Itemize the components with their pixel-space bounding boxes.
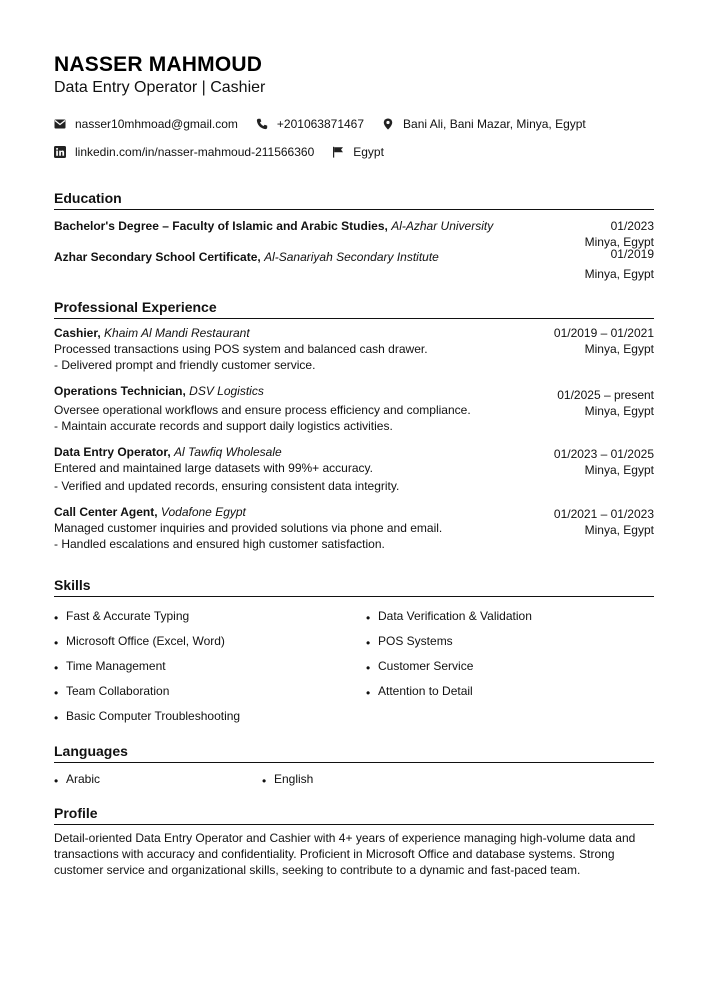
flag-icon — [332, 146, 344, 158]
experience-date: 01/2025 – present — [557, 388, 654, 402]
experience-line: - Delivered prompt and friendly customer service. — [54, 358, 316, 372]
experience-date: 01/2019 – 01/2021 — [553, 326, 654, 340]
candidate-title: Data Entry Operator | Cashier — [54, 79, 266, 96]
bullet-icon: • — [54, 710, 59, 725]
bullet-icon: • — [54, 685, 59, 700]
contact-country — [332, 145, 384, 159]
experience-role: Data Entry Operator, — [54, 445, 171, 459]
education-institution: Al-Azhar University — [391, 219, 494, 233]
experience-heading: Professional Experience — [54, 298, 654, 319]
education-section — [54, 189, 654, 281]
education-entry — [54, 246, 654, 281]
education-date: 01/2023 — [610, 219, 654, 233]
experience-entry — [54, 325, 654, 373]
languages-heading: Languages — [54, 742, 654, 763]
experience-role: Operations Technician, — [54, 384, 186, 398]
resume-page — [54, 53, 654, 878]
bullet-icon: • — [54, 774, 59, 788]
email-text: nasser10mhmoad@gmail.com — [75, 117, 238, 131]
experience-line: Processed transactions using POS system and balanced cash drawer. — [54, 342, 428, 356]
contact-phone[interactable] — [256, 117, 364, 131]
languages-section — [54, 742, 654, 788]
education-heading: Education — [54, 189, 654, 210]
bullet-icon: • — [366, 685, 371, 700]
profile-section — [54, 804, 654, 878]
experience-location: Minya, Egypt — [584, 523, 654, 537]
experience-location: Minya, Egypt — [584, 404, 654, 418]
experience-meta — [554, 506, 654, 538]
contact-row-1 — [54, 115, 654, 133]
experience-role: Cashier, — [54, 326, 101, 340]
phone-text: +201063871467 — [276, 117, 365, 131]
education-location: Minya, Egypt — [584, 267, 654, 281]
email-icon — [54, 118, 66, 130]
experience-meta — [557, 387, 654, 419]
country-text: Egypt — [353, 145, 384, 159]
profile-text: Detail-oriented Data Entry Operator and Cashier with 4+ years of experience managing high-volume data and transactions with accuracy and confidentiality. Proficient in Microsoft Office and database systems. Strong customer service and organizational skills, seeking to contribute to a dynamic and fast-paced team. — [54, 831, 636, 877]
bullet-icon: • — [366, 635, 371, 650]
skills-section — [54, 576, 654, 728]
experience-date: 01/2021 – 01/2023 — [553, 507, 654, 521]
experience-line: Managed customer inquiries and provided solutions via phone and email. — [54, 521, 443, 535]
linkedin-text: linkedin.com/in/nasser-mahmoud-211566360 — [75, 145, 315, 159]
bullet-icon: • — [366, 660, 371, 675]
bullet-icon: • — [54, 660, 59, 675]
experience-line: - Handled escalations and ensured high customer satisfaction. — [54, 537, 385, 551]
experience-section — [54, 298, 654, 552]
location-pin-icon — [382, 118, 394, 130]
education-institution: Al-Sanariyah Secondary Institute — [264, 250, 439, 264]
bullet-icon: • — [262, 774, 267, 788]
experience-line: Oversee operational workflows and ensure process efficiency and compliance. — [54, 403, 471, 417]
experience-line: - Verified and updated records, ensuring consistent data integrity. — [54, 479, 400, 493]
skill-item: • Team Collaboration — [54, 683, 170, 700]
experience-entry — [54, 504, 654, 552]
skill-item: • Fast & Accurate Typing — [54, 608, 190, 625]
language-item: • Arabic — [54, 772, 101, 788]
experience-date: 01/2023 – 01/2025 — [553, 447, 654, 461]
education-entry — [54, 218, 654, 249]
address-text: Bani Ali, Bani Mazar, Minya, Egypt — [403, 117, 586, 131]
experience-role: Call Center Agent, — [54, 505, 158, 519]
experience-entry — [54, 444, 654, 494]
experience-meta — [554, 325, 654, 357]
experience-meta — [554, 446, 654, 478]
experience-company: Khaim Al Mandi Restaurant — [104, 326, 250, 340]
candidate-name: NASSER MAHMOUD — [54, 53, 263, 76]
experience-company: Al Tawfiq Wholesale — [174, 445, 282, 459]
experience-company: DSV Logistics — [189, 384, 264, 398]
skill-item: • Time Management — [54, 658, 166, 675]
skills-heading: Skills — [54, 576, 654, 597]
education-date: 01/2019 — [610, 247, 654, 261]
contact-row-2 — [54, 143, 654, 161]
education-degree: Bachelor's Degree – Faculty of Islamic and Arabic Studies, — [54, 219, 388, 233]
languages-list — [54, 770, 654, 788]
experience-location: Minya, Egypt — [584, 342, 654, 356]
language-item: • English — [262, 772, 314, 788]
contact-linkedin[interactable] — [54, 145, 314, 159]
bullet-icon: • — [366, 610, 371, 625]
skill-item: • POS Systems — [366, 633, 453, 650]
linkedin-icon — [54, 146, 66, 158]
skill-item: • Attention to Detail — [366, 683, 473, 700]
experience-entry — [54, 383, 654, 434]
skill-item: • Data Verification & Validation — [366, 608, 532, 625]
skills-list — [54, 603, 654, 728]
skill-item: • Customer Service — [366, 658, 474, 675]
contact-email[interactable] — [54, 117, 238, 131]
experience-location: Minya, Egypt — [584, 463, 654, 477]
experience-line: Entered and maintained large datasets with 99%+ accuracy. — [54, 461, 373, 475]
bullet-icon: • — [54, 635, 59, 650]
phone-icon — [256, 118, 268, 130]
skill-item: • Microsoft Office (Excel, Word) — [54, 633, 225, 650]
education-degree: Azhar Secondary School Certificate, — [54, 250, 261, 264]
skill-item: • Basic Computer Troubleshooting — [54, 708, 241, 725]
education-meta — [585, 246, 654, 282]
experience-company: Vodafone Egypt — [160, 505, 246, 519]
experience-line: - Maintain accurate records and support daily logistics activities. — [54, 419, 393, 433]
education-location: Minya, Egypt — [584, 235, 654, 249]
contact-address — [382, 117, 586, 131]
bullet-icon: • — [54, 610, 59, 625]
profile-heading: Profile — [54, 804, 654, 825]
